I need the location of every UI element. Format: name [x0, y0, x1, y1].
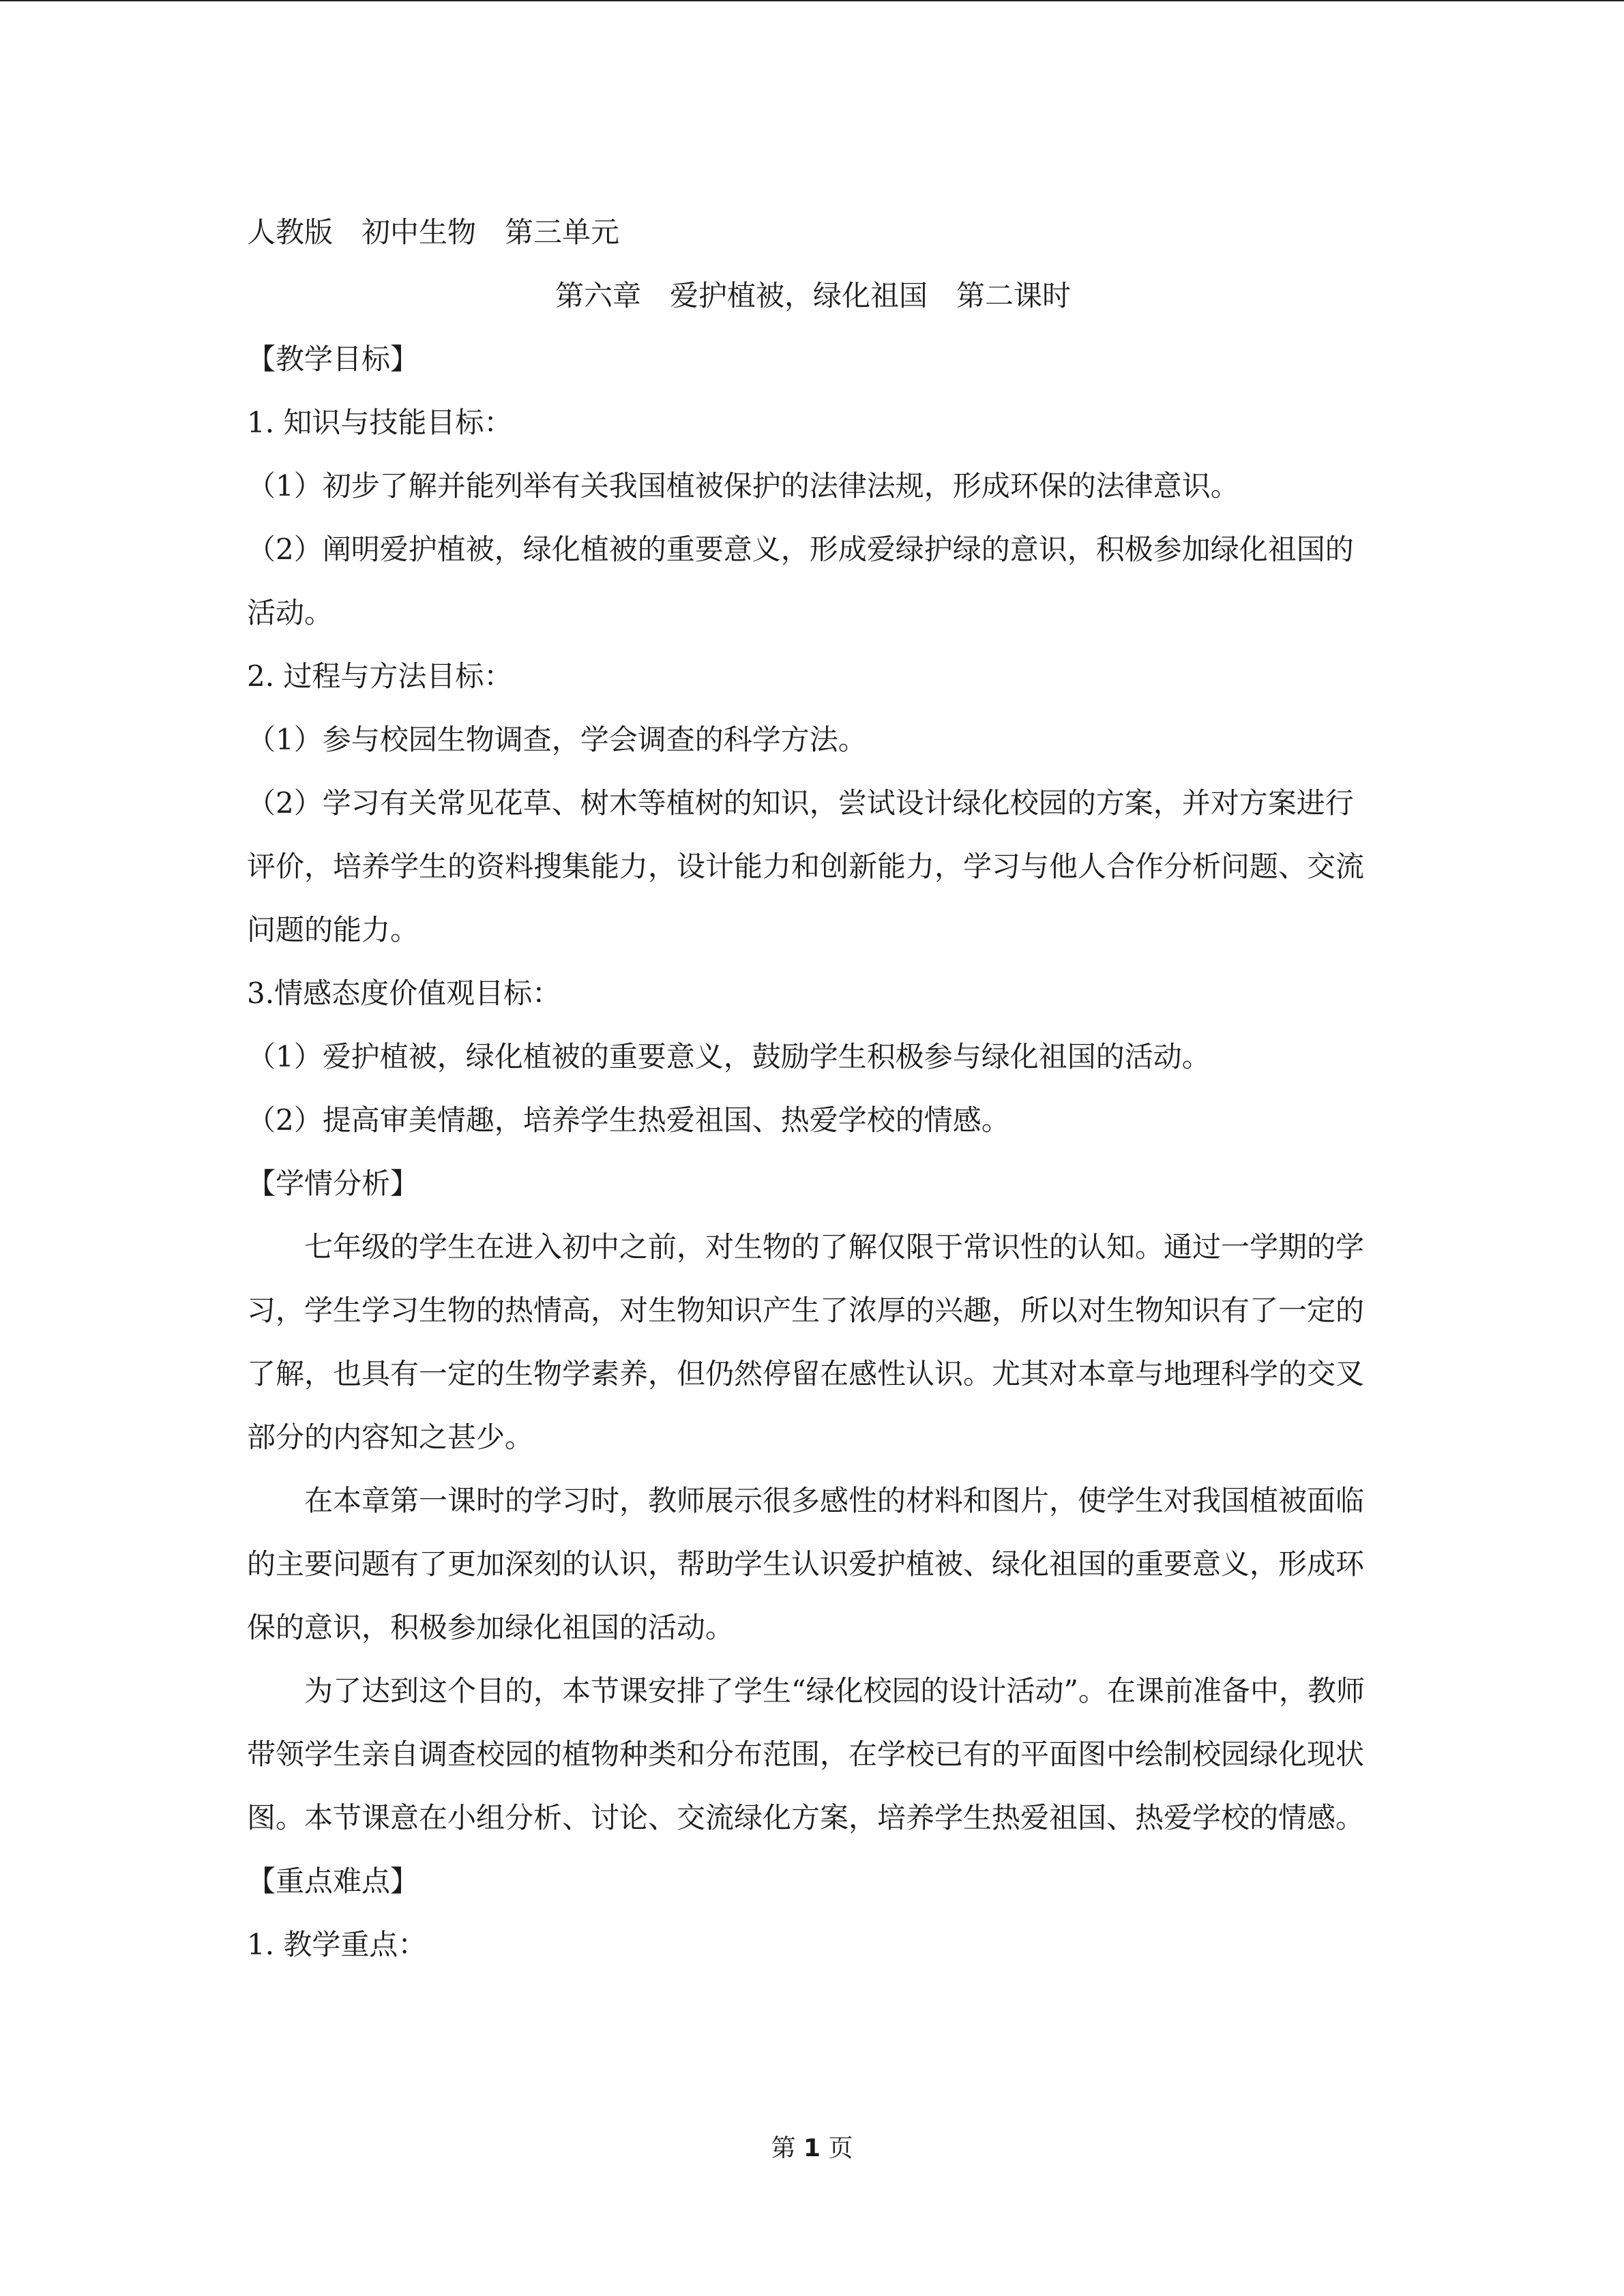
emotion-item-2: （2）提高审美情趣，培养学生热爱祖国、热爱学校的情感。 [247, 1103, 1010, 1137]
emotion-item-1: （1）爱护植被，绿化植被的重要意义，鼓励学生积极参与绿化祖国的活动。 [247, 1040, 1211, 1073]
footer-prefix: 第 [771, 2134, 796, 2162]
chapter-title: 第六章 爱护植被，绿化祖国 第二课时 [555, 279, 1071, 312]
series-line: 人教版 初中生物 第三单元 [247, 215, 620, 249]
objectives-heading: 【教学目标】 [247, 342, 419, 376]
knowledge-heading: 1. 知识与技能目标： [247, 406, 513, 439]
analysis-paragraph-3: 为了达到这个目的，本节课安排了学生“绿化校园的设计活动”。在课前准备中，教师带领学生亲自调查校园的植物种类和分布范围，在学校已有的平面图中绘制校园绿化现状图。本节课意在小组分析、讨论、交流绿化方案，培养学生热爱祖国、热爱学校的情感。 [247, 1674, 1365, 1834]
process-item-1: （1）参与校园生物调查，学会调查的科学方法。 [247, 723, 867, 756]
process-item-2: （2）学习有关常见花草、树木等植树的知识，尝试设计绿化校园的方案，并对方案进行评价，培养学生的资料搜集能力，设计能力和创新能力，学习与他人合作分析问题、交流问题的能力。 [247, 786, 1365, 946]
analysis-paragraph-1: 七年级的学生在进入初中之前，对生物的了解仅限于常识性的认知。通过一学期的学习，学生学习生物的热情高，对生物知识产生了浓厚的兴趣，所以对生物知识有了一定的了解，也具有一定的生物学素养，但仍然停留在感性认识。尤其对本章与地理科学的交叉部分的内容知之甚少。 [247, 1230, 1365, 1454]
page-content [247, 200, 1379, 1976]
knowledge-item-2: （2）阐明爱护植被，绿化植被的重要意义，形成爱绿护绿的意识，积极参加绿化祖国的活动。 [247, 533, 1354, 629]
footer-suffix: 页 [828, 2134, 853, 2162]
analysis-paragraph-2: 在本章第一课时的学习时，教师展示很多感性的材料和图片，使学生对我国植被面临的主要问题有了更加深刻的认识，帮助学生认识爱护植被、绿化祖国的重要意义，形成环保的意识，积极参加绿化祖国的活动。 [247, 1484, 1365, 1644]
key-points-heading: 【重点难点】 [247, 1864, 419, 1898]
page-number: 1 [803, 2134, 821, 2162]
key-points-item-1: 1. 教学重点： [247, 1928, 427, 1961]
knowledge-item-1: （1）初步了解并能列举有关我国植被保护的法律法规，形成环保的法律意识。 [247, 469, 1239, 503]
page-footer [0, 2132, 1624, 2166]
analysis-heading: 【学情分析】 [247, 1167, 419, 1200]
emotion-heading: 3.情感态度价值观目标： [247, 976, 561, 1010]
process-heading: 2. 过程与方法目标： [247, 659, 513, 693]
